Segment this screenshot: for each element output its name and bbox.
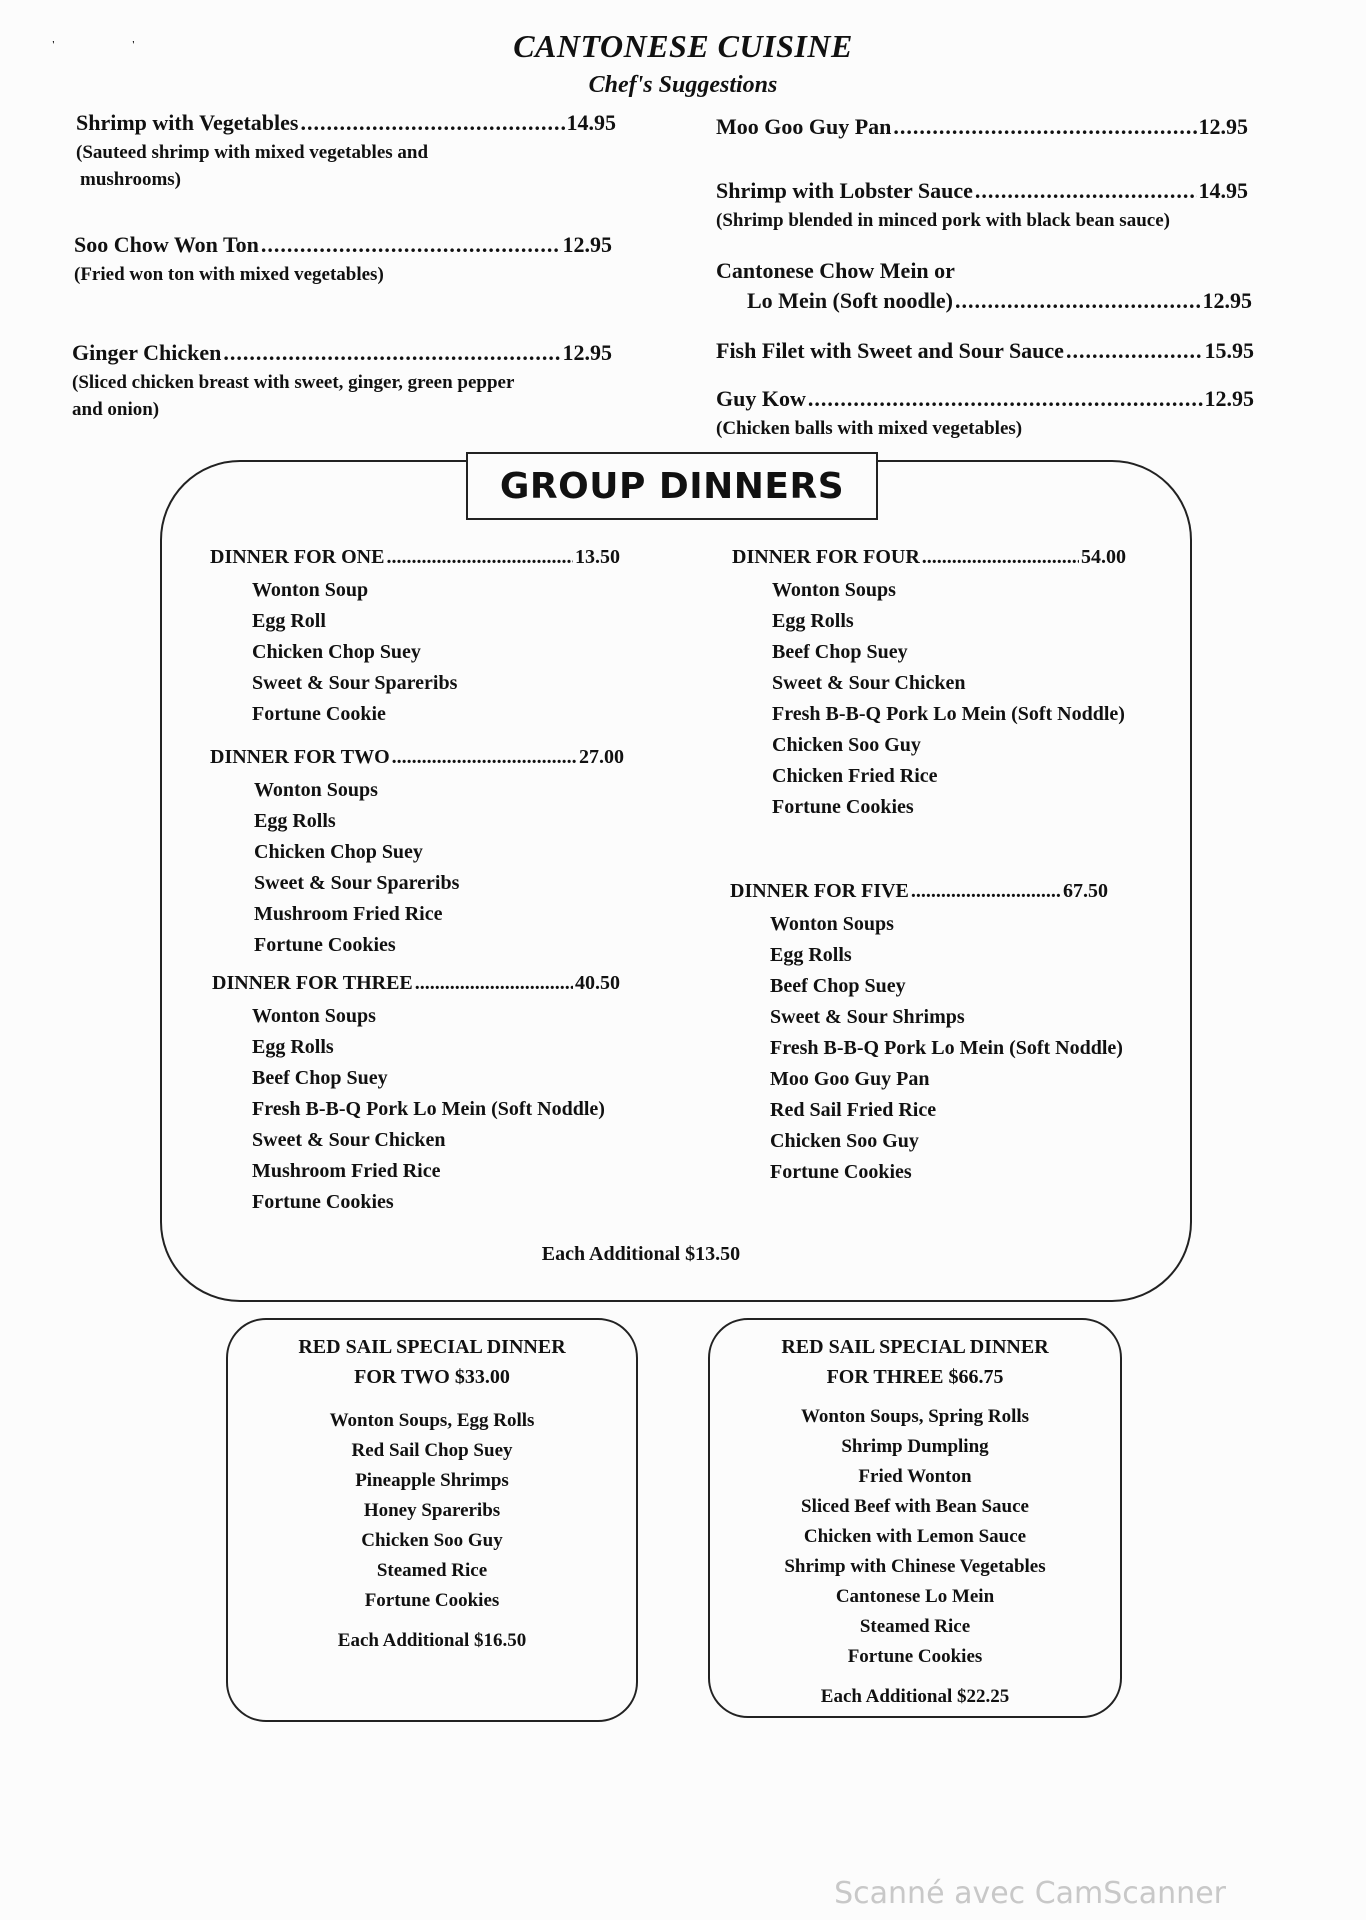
scan-speck: ' [52,40,55,51]
item-description: mushrooms) [80,169,181,190]
special-title: RED SAIL SPECIAL DINNER [781,1336,1049,1358]
dinner-item: Wonton Soups [772,579,896,601]
special-item: Wonton Soups, Egg Rolls [329,1410,535,1431]
dinner-price: 13.50 [575,546,620,568]
dinner-item: Chicken Soo Guy [770,1130,919,1152]
item-name-cont: Lo Mein (Soft noodle) [747,288,953,313]
dinner-item: Beef Chop Suey [252,1067,388,1089]
dinner-item: Fortune Cookies [252,1191,394,1213]
item-description: (Sauteed shrimp with mixed vegetables and [76,142,429,163]
dinner-for-four [732,546,1126,823]
special-dinner-for-two [226,1318,638,1722]
item-price: 12.95 [1202,288,1252,313]
item-price: 14.95 [1198,178,1248,203]
dinner-item: Mushroom Fried Rice [254,903,443,925]
item-name: Soo Chow Won Ton [74,232,259,257]
special-item: Chicken Soo Guy [361,1530,503,1551]
special-subtitle: FOR THREE $66.75 [826,1366,1004,1388]
menu-item [72,340,612,424]
dinner-item: Wonton Soups [252,1005,376,1027]
menu-item [76,110,616,194]
menu-item [716,258,1252,314]
dinner-item: Fresh B-B-Q Pork Lo Mein (Soft Noddle) [770,1037,1123,1059]
dinner-price: 27.00 [579,746,624,768]
item-description: (Shrimp blended in minced pork with black bean sauce) [716,210,1170,231]
item-price: 12.95 [562,232,612,257]
dinner-item: Beef Chop Suey [772,641,908,663]
page-subtitle: Chef's Suggestions [588,72,778,98]
special-item: Fried Wonton [858,1466,972,1487]
item-name: Moo Goo Guy Pan [716,114,892,139]
dinner-item: Fortune Cookies [254,934,396,956]
dinner-item: Egg Rolls [770,944,852,966]
dinner-item: Wonton Soups [254,779,378,801]
special-subtitle: FOR TWO $33.00 [354,1366,510,1388]
special-item: Sliced Beef with Bean Sauce [801,1496,1029,1517]
item-name: Guy Kow [716,386,806,411]
dinner-for-two [210,746,624,961]
item-name: Ginger Chicken [72,340,222,365]
special-item: Pineapple Shrimps [355,1470,509,1491]
dinner-for-one [210,546,620,730]
special-item: Shrimp Dumpling [841,1436,989,1457]
item-description: (Chicken balls with mixed vegetables) [716,418,1023,439]
dinner-item: Sweet & Sour Chicken [252,1129,446,1151]
group-each-additional: Each Additional $13.50 [541,1243,741,1265]
item-price: 12.95 [1198,114,1248,139]
special-title: RED SAIL SPECIAL DINNER [298,1336,566,1358]
special-dinner-for-three [708,1318,1122,1718]
menu-item [716,338,1254,364]
special-each-additional: Each Additional $16.50 [337,1630,527,1651]
dinner-item: Fortune Cookies [772,796,914,818]
scanner-watermark: Scanné avec CamScanner [834,1876,1226,1911]
dinner-item: Egg Rolls [772,610,854,632]
item-name: Shrimp with Lobster Sauce [716,178,973,203]
dinner-item: Wonton Soups [770,913,894,935]
dinner-item: Egg Rolls [252,1036,334,1058]
item-price: 15.95 [1204,338,1254,363]
dinner-item: Sweet & Sour Shrimps [770,1006,965,1028]
dinner-item: Sweet & Sour Chicken [772,672,966,694]
dinner-item: Chicken Fried Rice [772,765,938,787]
dinner-item: Chicken Chop Suey [254,841,423,863]
dinner-item: Mushroom Fried Rice [252,1160,441,1182]
page-title: CANTONESE CUISINE [513,28,853,64]
dinner-item: Beef Chop Suey [770,975,906,997]
special-item: Chicken with Lemon Sauce [803,1526,1027,1547]
dinner-item: Egg Rolls [254,810,336,832]
dinner-item: Wonton Soup [252,579,369,601]
dinner-item: Egg Roll [252,610,326,632]
special-each-additional: Each Additional $22.25 [820,1686,1010,1707]
scan-speck: ' [132,40,135,51]
item-description: (Fried won ton with mixed vegetables) [74,264,384,285]
dinner-item: Moo Goo Guy Pan [770,1068,930,1090]
dinner-item: Red Sail Fried Rice [770,1099,937,1121]
item-description: and onion) [72,399,160,420]
special-item: Red Sail Chop Suey [351,1440,513,1461]
item-price: 14.95 [566,110,616,135]
group-dinners-title: GROUP DINNERS [466,452,878,520]
dinner-item: Fortune Cookie [252,703,386,725]
dinner-item: Fresh B-B-Q Pork Lo Mein (Soft Noddle) [252,1098,605,1120]
menu-item [716,178,1248,235]
item-name: Fish Filet with Sweet and Sour Sauce [716,338,1064,363]
special-item: Fortune Cookies [364,1590,500,1611]
special-item: Honey Spareribs [363,1500,501,1521]
menu-item [716,114,1248,140]
dinner-item: Fortune Cookies [770,1161,912,1183]
dinner-name: DINNER FOR FIVE [730,880,909,902]
dinner-item: Chicken Soo Guy [772,734,921,756]
dinner-price: 54.00 [1081,546,1126,568]
dinner-name: DINNER FOR ONE [210,546,385,568]
menu-item [716,386,1254,443]
dinner-name: DINNER FOR FOUR [732,546,920,568]
special-item: Steamed Rice [859,1616,971,1637]
item-name: Cantonese Chow Mein or [716,258,955,283]
dinner-item: Sweet & Sour Spareribs [252,672,458,694]
special-item: Steamed Rice [376,1560,488,1581]
special-item: Fortune Cookies [847,1646,983,1667]
menu-item [74,232,612,289]
dinner-for-three [212,972,620,1218]
dinner-for-five [730,880,1123,1188]
special-item: Wonton Soups, Spring Rolls [800,1406,1030,1427]
item-price: 12.95 [1204,386,1254,411]
special-item: Cantonese Lo Mein [835,1586,995,1607]
item-name: Shrimp with Vegetables [76,110,299,135]
dinner-price: 67.50 [1063,880,1108,902]
dinner-item: Fresh B-B-Q Pork Lo Mein (Soft Noddle) [772,703,1125,725]
dinner-item: Sweet & Sour Spareribs [254,872,460,894]
dinner-price: 40.50 [575,972,620,994]
item-price: 12.95 [562,340,612,365]
dinner-item: Chicken Chop Suey [252,641,421,663]
item-description: (Sliced chicken breast with sweet, ginger, green pepper [72,372,515,393]
dinner-name: DINNER FOR TWO [210,746,390,768]
special-item: Shrimp with Chinese Vegetables [784,1556,1046,1577]
dinner-name: DINNER FOR THREE [212,972,413,994]
